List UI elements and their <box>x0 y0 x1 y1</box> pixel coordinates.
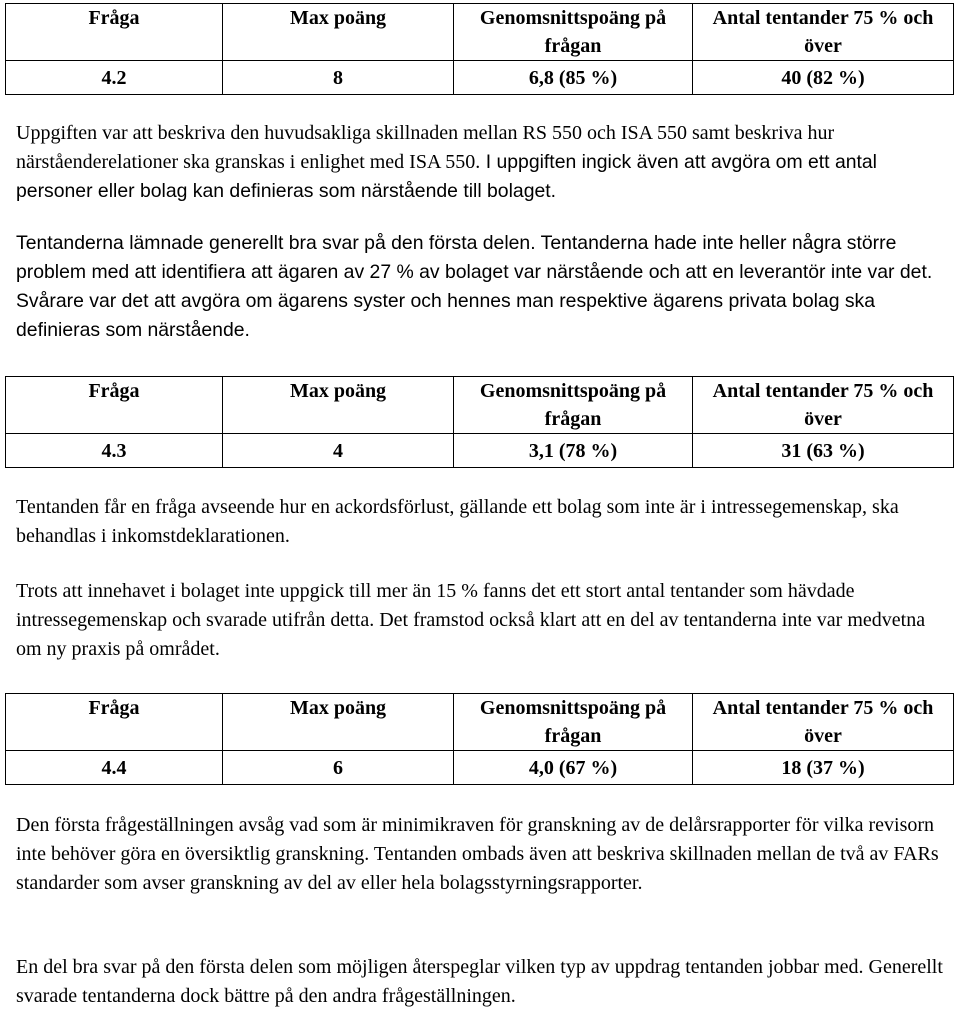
cell-max-poang: 8 <box>223 61 454 95</box>
results-table-4-2 <box>5 3 954 95</box>
paragraph-text: Tentanderna lämnade generellt bra svar på den första delen. <box>16 232 536 254</box>
cell-genomsnitt: 6,8 (85 %) <box>454 61 693 95</box>
header-max-poang: Max poäng <box>223 4 454 61</box>
header-max-poang: Max poäng <box>223 694 454 751</box>
table-row <box>6 61 954 95</box>
paragraph-text: I uppgiften ingick även att avgöra om ett antal personer eller bolag kan definieras som närstående till bolaget. <box>16 151 877 202</box>
cell-fraga: 4.3 <box>6 434 223 468</box>
header-genomsnitt: Genomsnittspoäng på frågan <box>454 4 693 61</box>
paragraph-text: Svårare var det att avgöra om ägarens syster och hennes man respektive ägarens privata bolag ska definieras som närstående. <box>16 290 876 341</box>
table-row <box>6 434 954 468</box>
header-antal-tentander: Antal tentander 75 % och över <box>693 4 954 61</box>
paragraph-4-4-task: Den första frågeställningen avsåg vad som är minimikraven för granskning av de delårsrapporter för vilka revisorn inte behöver göra en översiktlig granskning. Tentanden ombads även att beskriva skillnaden mellan de två av FARs standarder som avser granskning av del av eller hela bolagsstyrningsrapporter. <box>16 814 939 894</box>
cell-fraga: 4.4 <box>6 751 223 785</box>
table-header-row <box>6 4 954 61</box>
cell-fraga: 4.2 <box>6 61 223 95</box>
cell-antal: 40 (82 %) <box>693 61 954 95</box>
header-genomsnitt: Genomsnittspoäng på frågan <box>454 694 693 751</box>
paragraph-text: Tentanderna hade inte heller några större problem med att identifiera att ägaren av 27 % av bolaget var närstående och att en leverantör inte var det. <box>16 232 933 283</box>
cell-genomsnitt: 4,0 (67 %) <box>454 751 693 785</box>
cell-antal: 31 (63 %) <box>693 434 954 468</box>
header-fraga: Fråga <box>6 377 223 434</box>
header-max-poang: Max poäng <box>223 377 454 434</box>
table-header-row <box>6 694 954 751</box>
paragraph-4-2-comment <box>16 229 946 345</box>
cell-genomsnitt: 3,1 (78 %) <box>454 434 693 468</box>
header-antal-tentander: Antal tentander 75 % och över <box>693 694 954 751</box>
cell-max-poang: 6 <box>223 751 454 785</box>
header-antal-tentander: Antal tentander 75 % och över <box>693 377 954 434</box>
results-table-4-4 <box>5 693 954 785</box>
paragraph-4-4-comment: En del bra svar på den första delen som möjligen återspeglar vilken typ av uppdrag tentanden jobbar med. Generellt svarade tentanderna dock bättre på den andra frågeställningen. <box>16 956 943 1007</box>
results-table-4-3 <box>5 376 954 468</box>
header-fraga: Fråga <box>6 694 223 751</box>
header-fraga: Fråga <box>6 4 223 61</box>
paragraph-text: Uppgiften var att beskriva den huvudsakliga skillnaden mellan RS 550 och ISA 550 samt beskriva hur närståenderelationer ska granskas i enlighet med ISA 550. <box>16 122 835 173</box>
table-row <box>6 751 954 785</box>
paragraph-4-3-task: Tentanden får en fråga avseende hur en ackordsförlust, gällande ett bolag som inte är i intressegemenskap, ska behandlas i inkomstdeklarationen. <box>16 496 899 547</box>
table-header-row <box>6 377 954 434</box>
cell-antal: 18 (37 %) <box>693 751 954 785</box>
paragraph-4-3-comment: Trots att innehavet i bolaget inte uppgick till mer än 15 % fanns det ett stort antal tentander som hävdade intressegemenskap och svarade utifrån detta. Det framstod också klart att en del av tentanderna inte var medvetna om ny praxis på området. <box>16 580 926 660</box>
header-genomsnitt: Genomsnittspoäng på frågan <box>454 377 693 434</box>
cell-max-poang: 4 <box>223 434 454 468</box>
paragraph-4-2-task <box>16 119 946 206</box>
